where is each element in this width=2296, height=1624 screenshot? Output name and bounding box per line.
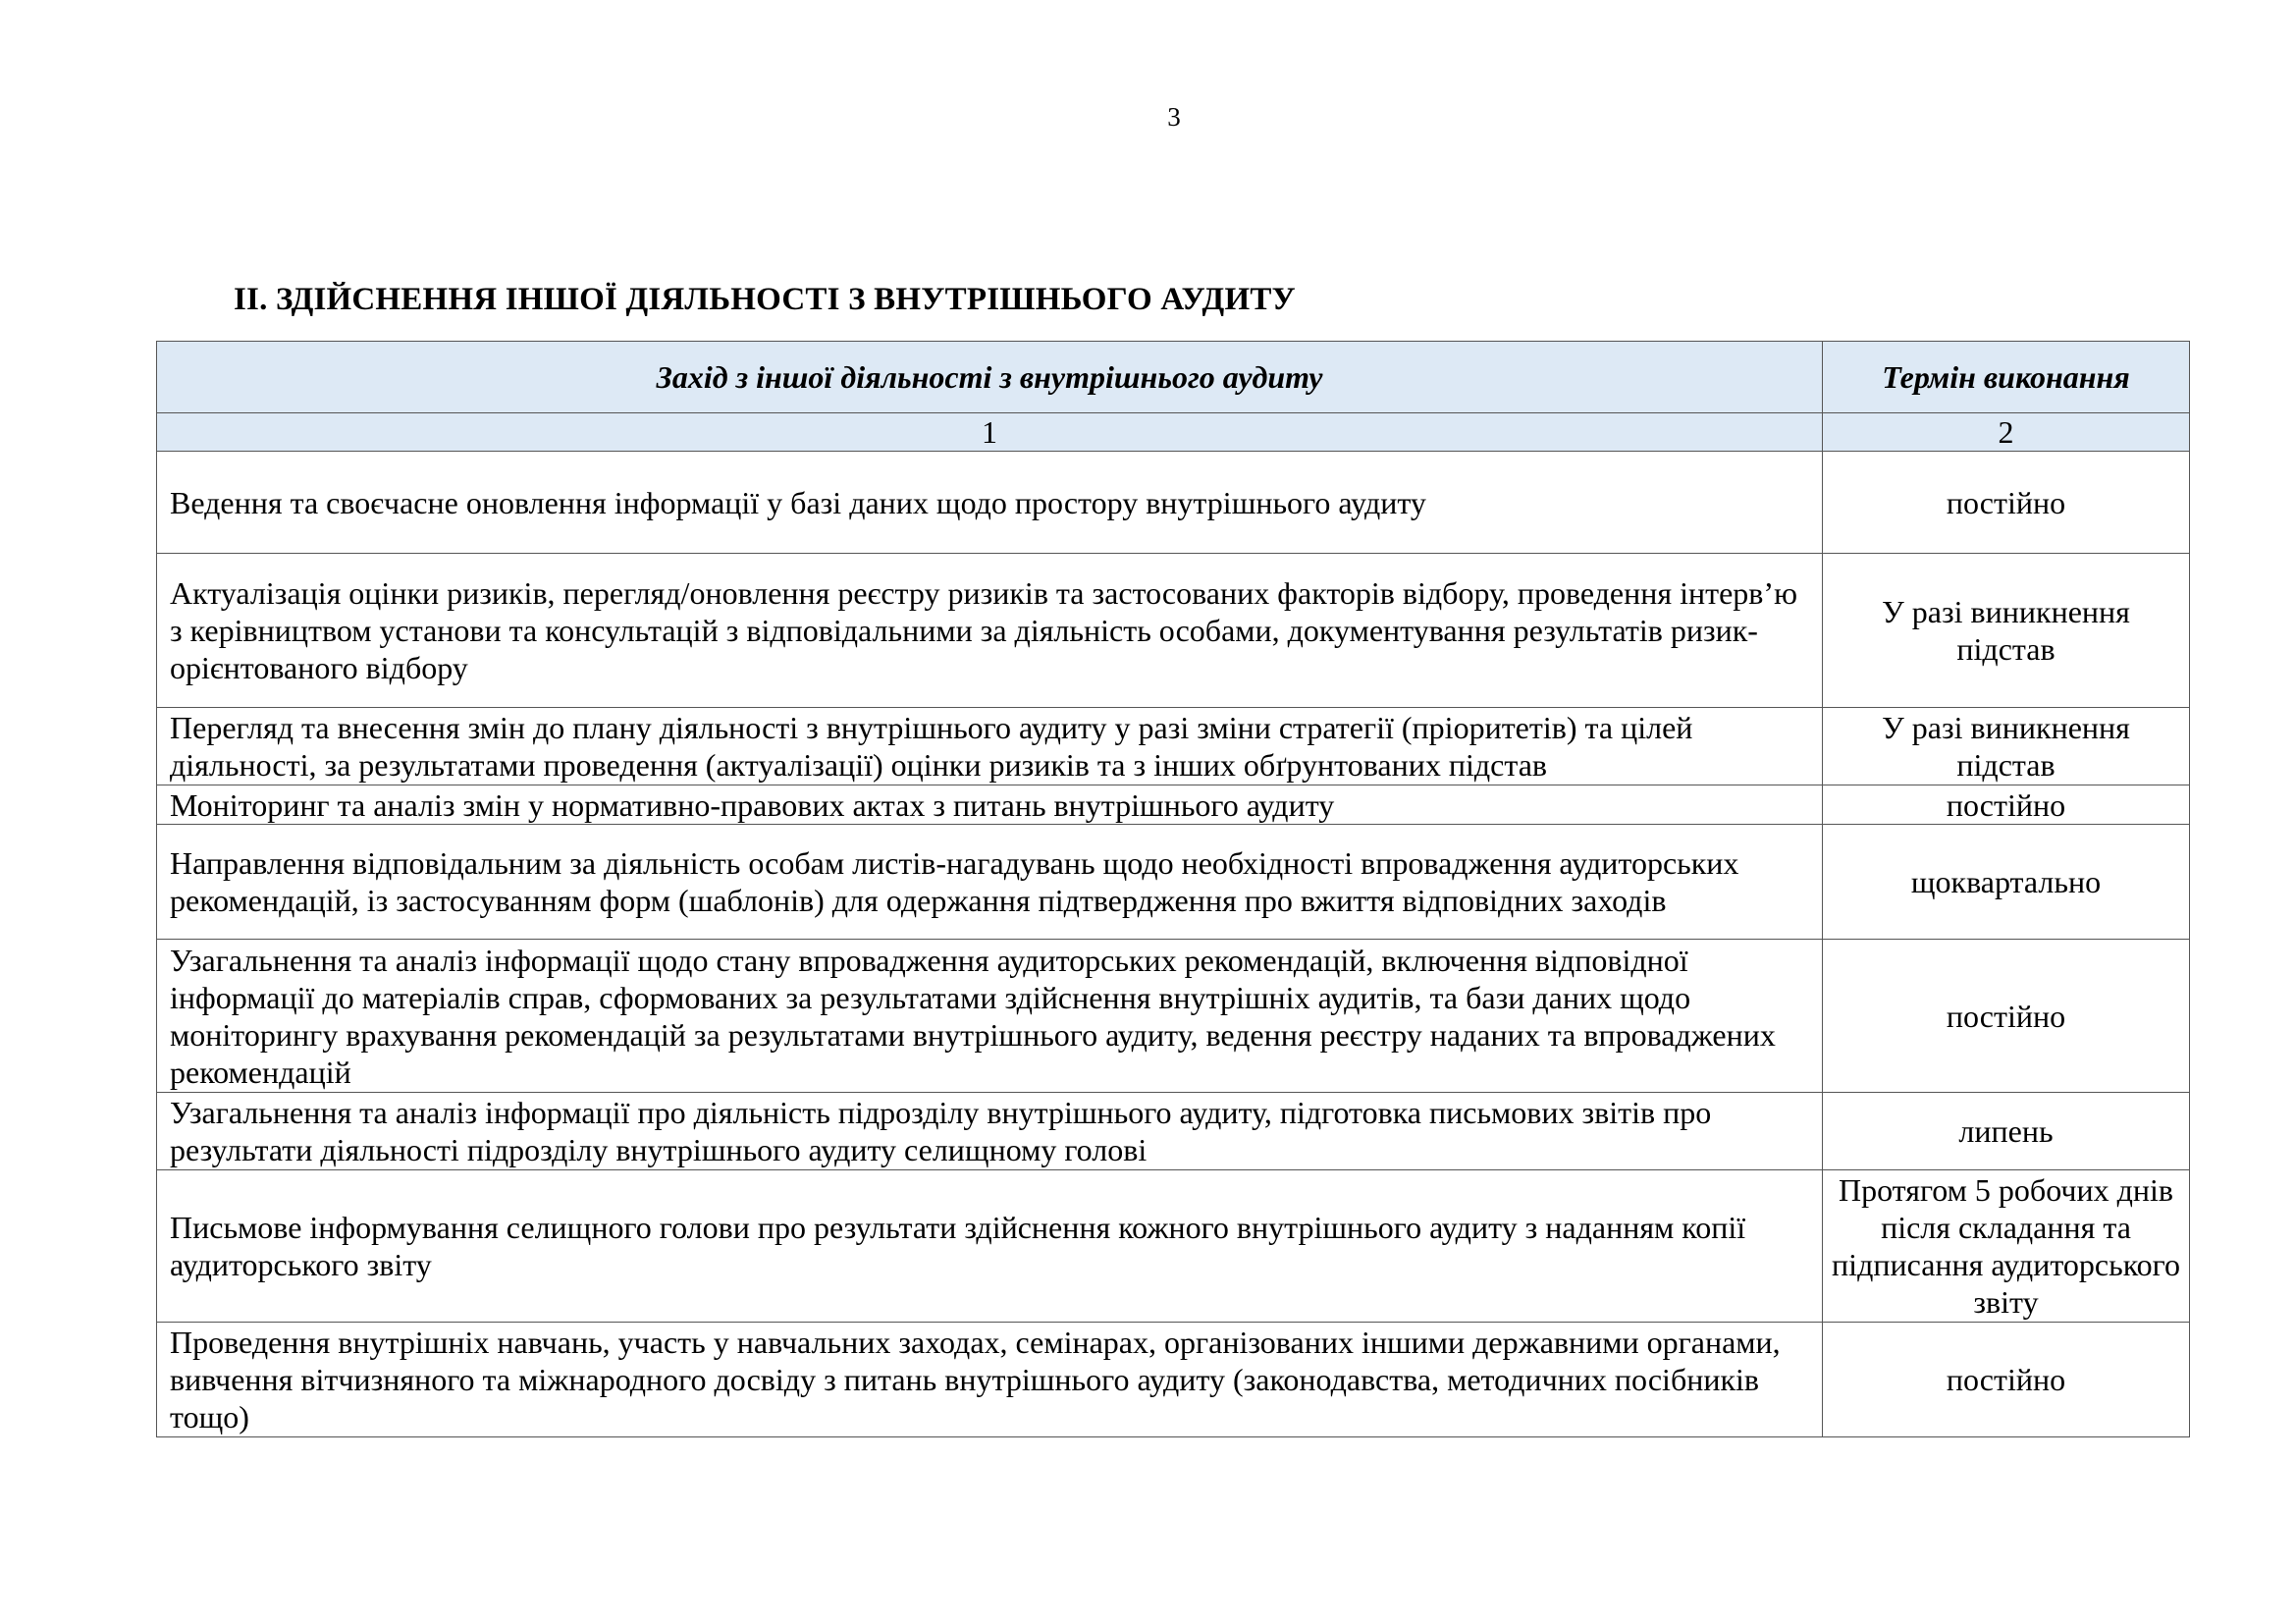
term-cell: У разі виникнення підстав bbox=[1823, 554, 2190, 708]
activity-cell: Перегляд та внесення змін до плану діяльності з внутрішнього аудиту у разі зміни стратегії (пріоритетів) та цілей діяльності, за результатами проведення (актуалізації) оцінки ризиків та з інших обґрунтованих підстав bbox=[157, 708, 1823, 785]
activity-cell: Проведення внутрішніх навчань, участь у навчальних заходах, семінарах, організованих іншими державними органами, вивчення вітчизняного та міжнародного досвіду з питань внутрішнього аудиту (законодавства, методичних посібників тощо) bbox=[157, 1323, 1823, 1437]
table-header-row bbox=[157, 342, 2190, 413]
activity-cell: Письмове інформування селищного голови про результати здійснення кожного внутрішнього аудиту з наданням копії аудиторського звіту bbox=[157, 1170, 1823, 1323]
column-number-2: 2 bbox=[1823, 413, 2190, 452]
term-cell: Протягом 5 робочих днів після складання та підписання аудиторського звіту bbox=[1823, 1170, 2190, 1323]
table-row bbox=[157, 452, 2190, 554]
activities-table bbox=[156, 341, 2190, 1437]
activity-cell: Ведення та своєчасне оновлення інформації у базі даних щодо простору внутрішнього аудиту bbox=[157, 452, 1823, 554]
term-cell: постійно bbox=[1823, 452, 2190, 554]
term-cell: постійно bbox=[1823, 940, 2190, 1093]
table-row bbox=[157, 785, 2190, 825]
header-term: Термін виконання bbox=[1823, 342, 2190, 413]
table-row bbox=[157, 1323, 2190, 1437]
header-activity: Захід з іншої діяльності з внутрішнього аудиту bbox=[157, 342, 1823, 413]
term-cell: постійно bbox=[1823, 785, 2190, 825]
table-row bbox=[157, 1093, 2190, 1170]
activity-cell: Моніторинг та аналіз змін у нормативно-правових актах з питань внутрішнього аудиту bbox=[157, 785, 1823, 825]
column-number-row bbox=[157, 413, 2190, 452]
table-row bbox=[157, 825, 2190, 940]
activity-cell: Направлення відповідальним за діяльність особам листів-нагадувань щодо необхідності впровадження аудиторських рекомендацій, із застосуванням форм (шаблонів) для одержання підтвердження про вжиття відповідних заходів bbox=[157, 825, 1823, 940]
activity-cell: Актуалізація оцінки ризиків, перегляд/оновлення реєстру ризиків та застосованих факторів відбору, проведення інтерв’ю з керівництвом установи та консультацій з відповідальними за діяльність особами, документування результатів ризик-орієнтованого відбору bbox=[157, 554, 1823, 708]
column-number-1: 1 bbox=[157, 413, 1823, 452]
table-row bbox=[157, 708, 2190, 785]
page-number: 3 bbox=[1167, 102, 1181, 132]
term-cell: У разі виникнення підстав bbox=[1823, 708, 2190, 785]
table-row bbox=[157, 1170, 2190, 1323]
term-cell: липень bbox=[1823, 1093, 2190, 1170]
activity-cell: Узагальнення та аналіз інформації про діяльність підрозділу внутрішнього аудиту, підготовка письмових звітів про результати діяльності підрозділу внутрішнього аудиту селищному голові bbox=[157, 1093, 1823, 1170]
table-row bbox=[157, 554, 2190, 708]
term-cell: щоквартально bbox=[1823, 825, 2190, 940]
table-row bbox=[157, 940, 2190, 1093]
section-title: ІІ. ЗДІЙСНЕННЯ ІНШОЇ ДІЯЛЬНОСТІ З ВНУТРІШНЬОГО АУДИТУ bbox=[234, 282, 1296, 317]
term-cell: постійно bbox=[1823, 1323, 2190, 1437]
activity-cell: Узагальнення та аналіз інформації щодо стану впровадження аудиторських рекомендацій, включення відповідної інформації до матеріалів справ, сформованих за результатами здійснення внутрішніх аудитів, та бази даних щодо моніторингу врахування рекомендацій за результатами внутрішнього аудиту, ведення реєстру наданих та впроваджених рекомендацій bbox=[157, 940, 1823, 1093]
